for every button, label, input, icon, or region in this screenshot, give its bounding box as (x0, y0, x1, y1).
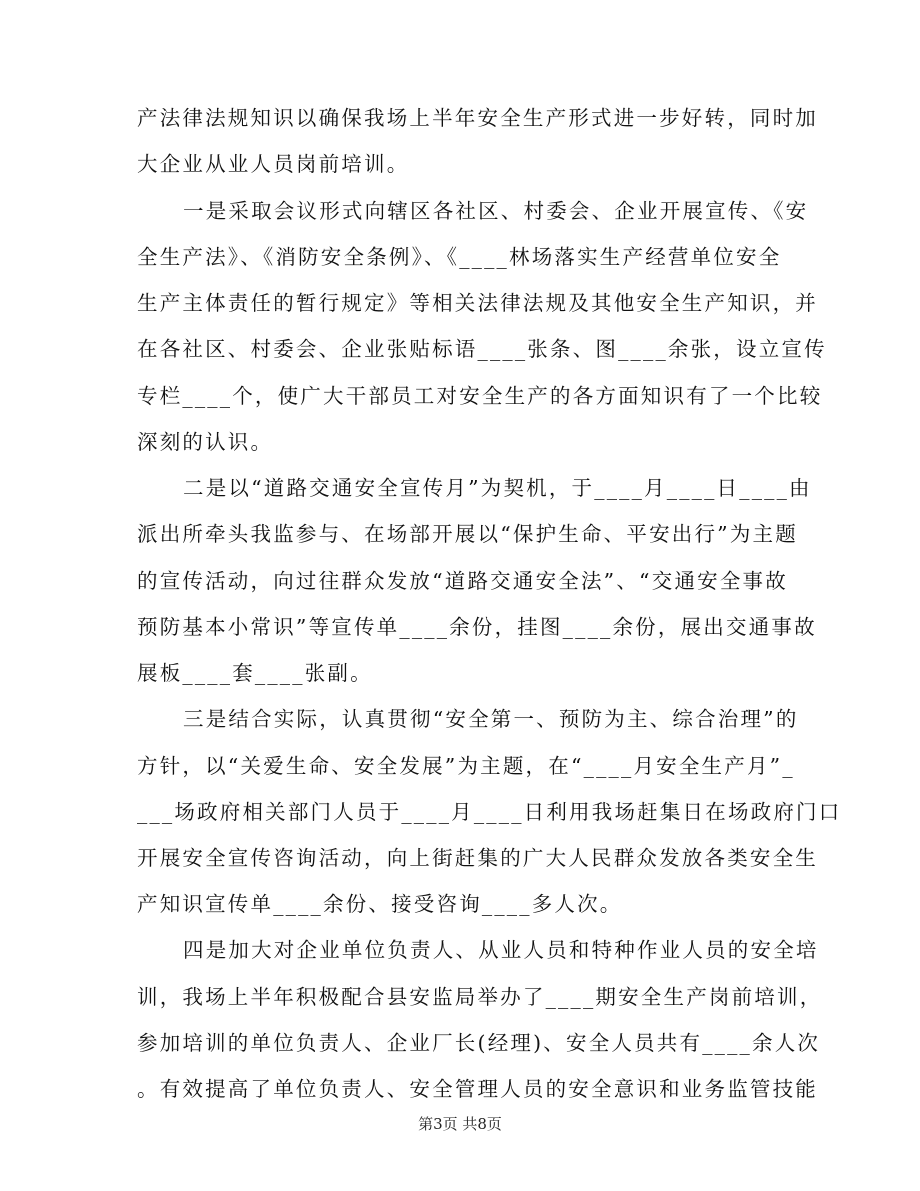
paragraph-line: 三是结合实际，认真贯彻“安全第一、预防为主、综合治理”的 (183, 707, 799, 731)
paragraph-line: 的宣传活动，向过往群众发放“道路交通安全法”、“交通安全事故 (137, 569, 788, 593)
paragraph-line: 预防基本小常识”等宣传单____余份，挂图____余份，展出交通事故 (137, 615, 817, 639)
paragraph-line: 参加培训的单位负责人、企业厂长(经理)、安全人员共有____余人次 (137, 1031, 821, 1055)
paragraph-line: 生产主体责任的暂行规定》等相关法律法规及其他安全生产知识，并 (137, 291, 818, 315)
paragraph-line: 训，我场上半年积极配合县安监局举办了____期安全生产岗前培训， (137, 985, 823, 1009)
paragraph-line: 展板____套____张副。 (137, 661, 373, 685)
paragraph-line: 深刻的认识。 (137, 430, 274, 454)
paragraph-line: 一是采取会议形式向辖区各社区、村委会、企业开展宣传、《安 (183, 199, 809, 223)
paragraph-line: 四是加大对企业单位负责人、从业人员和特种作业人员的安全培 (183, 938, 819, 962)
paragraph-line: 专栏____个，使广大干部员工对安全生产的各方面知识有了一个比较 (137, 384, 823, 408)
paragraph-line: 二是以“道路交通安全宣传月”为契机，于____月____日____由 (183, 476, 812, 500)
paragraph-line: 在各社区、村委会、企业张贴标语____张条、图____余张，设立宣传 (137, 337, 827, 361)
paragraph-line: 开展安全宣传咨询活动，向上街赶集的广大人民群众发放各类安全生 (137, 846, 818, 870)
paragraph-line: 方针，以“关爱生命、安全发展”为主题，在“____月安全生产月”_ (137, 754, 795, 778)
paragraph-line: 。有效提高了单位负责人、安全管理人员的安全意识和业务监管技能 (137, 1077, 818, 1101)
paragraph-line: 派出所牵头我监参与、在场部开展以“保护生命、平安出行”为主题 (137, 522, 798, 546)
paragraph-line: ___场政府相关部门人员于____月____日利用我场赶集日在场政府门口 (137, 800, 842, 824)
paragraph-line: 产法律法规知识以确保我场上半年安全生产形式进一步好转，同时加 (137, 106, 818, 130)
page-footer: 第3页 共8页 (418, 1115, 502, 1133)
paragraph-line: 全生产法》、《消防安全条例》、《____林场落实生产经营单位安全 (137, 245, 782, 269)
paragraph-line: 产知识宣传单____余份、接受咨询____多人次。 (137, 892, 623, 916)
paragraph-line: 大企业从业人员岗前培训。 (137, 152, 410, 176)
